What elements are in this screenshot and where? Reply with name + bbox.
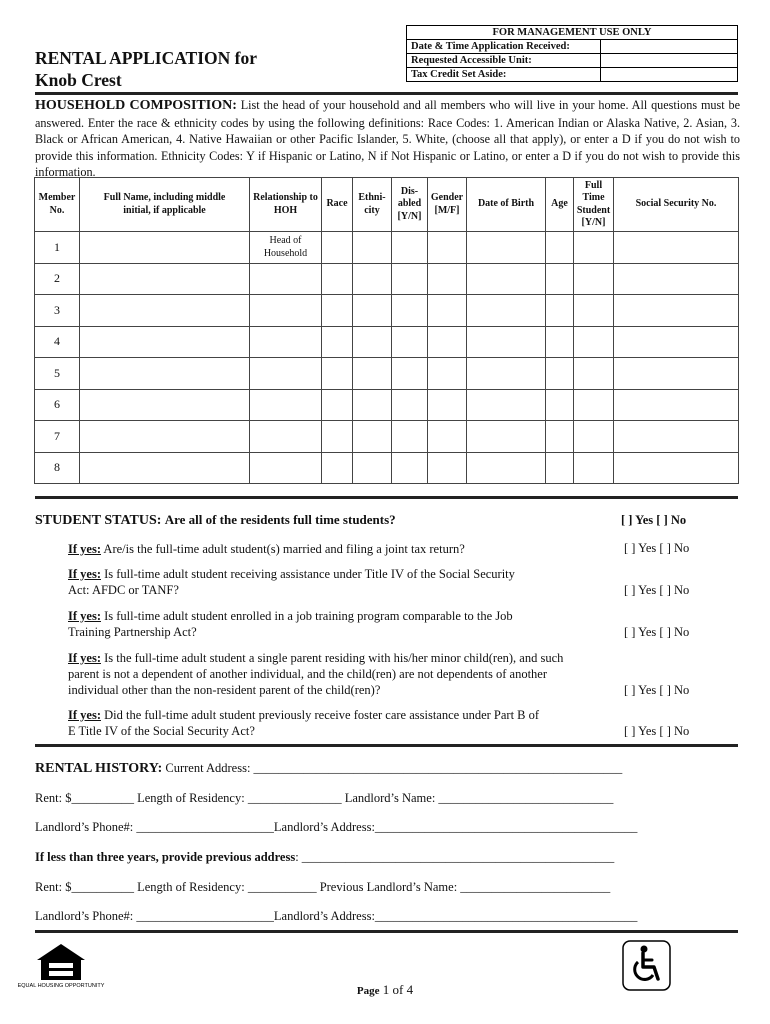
member-no: 2 (35, 263, 80, 295)
member-no: 6 (35, 389, 80, 421)
divider (35, 930, 738, 933)
ethnicity-cell[interactable] (353, 421, 392, 453)
rental-history-current-address[interactable]: RENTAL HISTORY: Current Address: ___________________________________________________________ (35, 761, 623, 776)
management-label-accessible: Requested Accessible Unit: (407, 54, 601, 68)
subquestion-yes-no[interactable]: [ ] Yes [ ] No (624, 683, 690, 697)
col-full-time-student: Full Time Student [Y/N] (574, 178, 614, 232)
age-cell[interactable] (546, 263, 574, 295)
name-cell[interactable] (80, 263, 250, 295)
member-no: 1 (35, 232, 80, 264)
dob-cell[interactable] (467, 263, 546, 295)
student-cell[interactable] (574, 326, 614, 358)
student-cell[interactable] (574, 421, 614, 453)
ethnicity-cell[interactable] (353, 263, 392, 295)
col-race: Race (322, 178, 353, 232)
col-ethnicity: Ethni-city (353, 178, 392, 232)
race-cell[interactable] (322, 326, 353, 358)
form-title (35, 47, 257, 91)
col-age: Age (546, 178, 574, 232)
ssn-cell[interactable] (614, 326, 739, 358)
gender-cell[interactable] (428, 358, 467, 390)
management-header: FOR MANAGEMENT USE ONLY (407, 26, 738, 40)
relationship-cell: Head of Household (250, 232, 322, 264)
student-cell[interactable] (574, 232, 614, 264)
table-row (35, 295, 739, 327)
ssn-cell[interactable] (614, 421, 739, 453)
student-subquestion: If yes: Is full-time adult student enrolled in a job training program comparable to the Job Training Partnership Act? (68, 609, 513, 639)
rental-history-heading: RENTAL HISTORY: (35, 761, 163, 776)
student-cell[interactable] (574, 263, 614, 295)
gender-cell[interactable] (428, 232, 467, 264)
relationship-cell[interactable] (250, 263, 322, 295)
col-member-no: Member No. (35, 178, 80, 232)
ssn-cell[interactable] (614, 295, 739, 327)
name-cell[interactable] (80, 232, 250, 264)
previous-address-line[interactable]: If less than three years, provide previous address: __________________________________________________ (35, 850, 615, 864)
age-cell[interactable] (546, 421, 574, 453)
age-cell[interactable] (546, 389, 574, 421)
student-cell[interactable] (574, 452, 614, 484)
dob-cell[interactable] (467, 232, 546, 264)
previous-landlord-line[interactable]: Landlord’s Phone#: ______________________Landlord’s Address:__________________________________________ (35, 909, 638, 923)
ethnicity-cell[interactable] (353, 232, 392, 264)
name-cell[interactable] (80, 452, 250, 484)
relationship-cell[interactable] (250, 326, 322, 358)
member-no: 3 (35, 295, 80, 327)
ethnicity-cell[interactable] (353, 389, 392, 421)
management-field-tax-credit[interactable] (601, 68, 738, 82)
dob-cell[interactable] (467, 326, 546, 358)
race-cell[interactable] (322, 389, 353, 421)
management-field-accessible[interactable] (601, 54, 738, 68)
ssn-cell[interactable] (614, 263, 739, 295)
gender-cell[interactable] (428, 326, 467, 358)
member-no: 7 (35, 421, 80, 453)
member-no: 8 (35, 452, 80, 484)
relationship-cell[interactable] (250, 295, 322, 327)
household-header-row (35, 178, 739, 232)
table-row (35, 326, 739, 358)
household-instructions (35, 97, 740, 181)
name-cell[interactable] (80, 421, 250, 453)
student-status-question (35, 512, 396, 529)
relationship-cell[interactable] (250, 358, 322, 390)
gender-cell[interactable] (428, 389, 467, 421)
dob-cell[interactable] (467, 358, 546, 390)
disabled-cell[interactable] (392, 232, 428, 264)
rental-history-rent-line[interactable]: Rent: $__________ Length of Residency: _______________ Landlord’s Name: ____________________________ (35, 791, 614, 805)
col-ssn: Social Security No. (614, 178, 739, 232)
form-title-line-2: Knob Crest (35, 70, 122, 90)
ssn-cell[interactable] (614, 358, 739, 390)
disabled-cell[interactable] (392, 263, 428, 295)
table-row (35, 358, 739, 390)
eho-text: EQUAL HOUSING OPPORTUNITY (17, 983, 105, 989)
dob-cell[interactable] (467, 421, 546, 453)
gender-cell[interactable] (428, 421, 467, 453)
student-subquestion: If yes: Did the full-time adult student previously receive foster care assistance under Part B of E Title IV of the Social Security Act? (68, 708, 540, 738)
page-number: Page 1 of 4 (356, 982, 414, 997)
divider (35, 92, 738, 95)
member-no: 5 (35, 358, 80, 390)
age-cell[interactable] (546, 232, 574, 264)
col-relationship: Relationship to HOH (250, 178, 322, 232)
age-cell[interactable] (546, 295, 574, 327)
name-cell[interactable] (80, 358, 250, 390)
disabled-cell[interactable] (392, 326, 428, 358)
ethnicity-cell[interactable] (353, 358, 392, 390)
race-cell[interactable] (322, 263, 353, 295)
management-label-date: Date & Time Application Received: (407, 40, 601, 54)
student-cell[interactable] (574, 389, 614, 421)
col-gender: Gender [M/F] (428, 178, 467, 232)
divider (35, 496, 738, 499)
dob-cell[interactable] (467, 295, 546, 327)
student-subquestion: If yes: Is the full-time adult student a single parent residing with his/her minor child(ren), and such parent is not a dependent of another individual, and the child(ren) are not dependents of another individual other than the non-resident parent of the child(ren)? (68, 651, 564, 697)
table-row (35, 452, 739, 484)
student-status-text: Are all of the residents full time students? (164, 512, 396, 527)
previous-rent-line[interactable]: Rent: $__________ Length of Residency: ___________ Previous Landlord’s Name: ________________________ (35, 880, 611, 894)
race-cell[interactable] (322, 232, 353, 264)
race-cell[interactable] (322, 421, 353, 453)
name-cell[interactable] (80, 326, 250, 358)
student-cell[interactable] (574, 295, 614, 327)
divider (35, 744, 738, 747)
ethnicity-cell[interactable] (353, 326, 392, 358)
table-row (35, 389, 739, 421)
ssn-cell[interactable] (614, 389, 739, 421)
relationship-cell[interactable] (250, 389, 322, 421)
rental-history-landlord-line[interactable]: Landlord’s Phone#: ______________________Landlord’s Address:__________________________________________ (35, 820, 638, 834)
name-cell[interactable] (80, 295, 250, 327)
ssn-cell[interactable] (614, 232, 739, 264)
dob-cell[interactable] (467, 389, 546, 421)
management-box (406, 25, 738, 82)
table-row (35, 263, 739, 295)
disabled-cell[interactable] (392, 421, 428, 453)
student-status-heading: STUDENT STATUS: (35, 513, 162, 528)
household-instructions-text: List the head of your household and all members who will live in your home. All questions must be answered. Enter the race & ethnicity codes by using the following definitions: Race Codes: 1. American Indian or Alaska Native, 2. Asian, 3. Black or African American, 4. Native Hawaiian or other Pacific Islander, 5. White, (choose all that apply), or enter a D if you do not wish to provide this information. Ethnicity Codes: Y if Hispanic or Latino, N if Not Hispanic or Latino, or enter a D if you do not wish to provide this information. (35, 98, 740, 179)
student-cell[interactable] (574, 358, 614, 390)
gender-cell[interactable] (428, 452, 467, 484)
race-cell[interactable] (322, 295, 353, 327)
disabled-cell[interactable] (392, 389, 428, 421)
household-table (34, 177, 739, 484)
student-status-yes-no[interactable]: [ ] Yes [ ] No (621, 513, 687, 527)
gender-cell[interactable] (428, 295, 467, 327)
table-row (35, 232, 739, 264)
student-subquestion: If yes: Is full-time adult student receiving assistance under Title IV of the Social Security Act: AFDC or TANF? (68, 567, 515, 597)
disabled-cell[interactable] (392, 295, 428, 327)
age-cell[interactable] (546, 326, 574, 358)
race-cell[interactable] (322, 452, 353, 484)
form-title-line-1: RENTAL APPLICATION for (35, 48, 258, 68)
gender-cell[interactable] (428, 263, 467, 295)
col-disabled: Dis-abled [Y/N] (392, 178, 428, 232)
age-cell[interactable] (546, 358, 574, 390)
management-label-tax-credit: Tax Credit Set Aside: (407, 68, 601, 82)
member-no: 4 (35, 326, 80, 358)
ethnicity-cell[interactable] (353, 452, 392, 484)
disabled-cell[interactable] (392, 452, 428, 484)
household-heading: HOUSEHOLD COMPOSITION: (35, 98, 237, 113)
name-cell[interactable] (80, 389, 250, 421)
subquestion-yes-no[interactable]: [ ] Yes [ ] No (624, 625, 690, 639)
ethnicity-cell[interactable] (353, 295, 392, 327)
subquestion-yes-no[interactable]: [ ] Yes [ ] No (624, 724, 690, 738)
management-field-date[interactable] (601, 40, 738, 54)
relationship-cell[interactable] (250, 452, 322, 484)
subquestion-yes-no[interactable]: [ ] Yes [ ] No (624, 541, 690, 555)
age-cell[interactable] (546, 452, 574, 484)
col-full-name: Full Name, including middle initial, if applicable (80, 178, 250, 232)
ssn-cell[interactable] (614, 452, 739, 484)
relationship-cell[interactable] (250, 421, 322, 453)
disabled-cell[interactable] (392, 358, 428, 390)
student-subquestion: If yes: Are/is the full-time adult student(s) married and filing a joint tax return? (68, 542, 465, 556)
dob-cell[interactable] (467, 452, 546, 484)
col-date-of-birth: Date of Birth (467, 178, 546, 232)
subquestion-yes-no[interactable]: [ ] Yes [ ] No (624, 583, 690, 597)
race-cell[interactable] (322, 358, 353, 390)
table-row (35, 421, 739, 453)
